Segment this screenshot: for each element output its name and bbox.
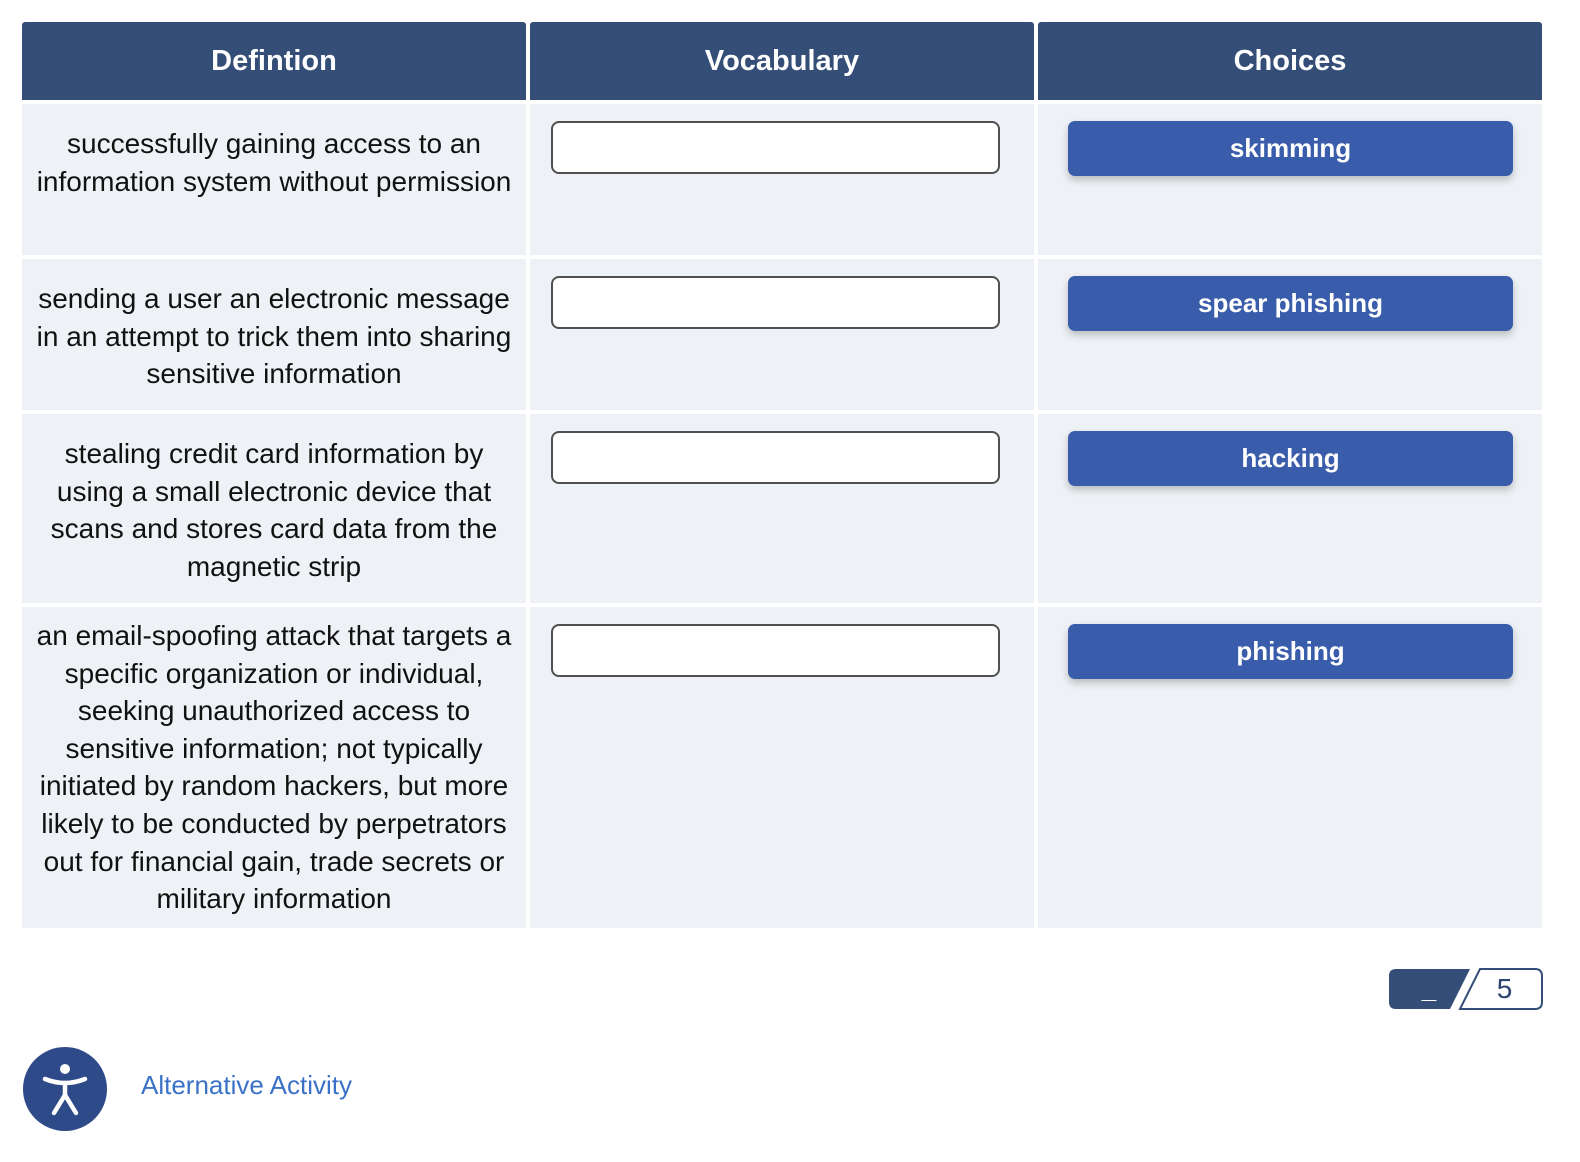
- definition-cell: [22, 414, 526, 603]
- choice-cell: [1038, 104, 1542, 255]
- choice-cell: [1038, 259, 1542, 410]
- vocabulary-cell: [530, 104, 1034, 255]
- definition-text: an email-spoofing attack that targets a specific organization or individual, seeking unauthorized access to sensitive information; not typically initiated by random hackers, but more likely to be conducted by perpetrators out for financial gain, trade secrets or military information: [36, 620, 512, 915]
- vocabulary-drop-field[interactable]: [551, 431, 1000, 484]
- vocabulary-drop-field[interactable]: [551, 276, 1000, 329]
- choice-spear-phishing-button[interactable]: spear phishing: [1068, 276, 1513, 331]
- accessibility-person-icon: [39, 1061, 91, 1117]
- definition-text: successfully gaining access to an information system without permission: [36, 128, 512, 197]
- choice-skimming-button[interactable]: skimming: [1068, 121, 1513, 176]
- definition-cell: [22, 607, 526, 928]
- definition-text: sending a user an electronic message in an attempt to trick them into sharing sensitive information: [36, 283, 512, 390]
- page-counter: [1388, 968, 1543, 1010]
- definition-text: stealing credit card information by using a small electronic device that scans and stores card data from the magnetic strip: [50, 438, 498, 582]
- choice-cell: [1038, 607, 1542, 928]
- vocabulary-drop-field[interactable]: [551, 121, 1000, 174]
- page-total: 5: [1496, 973, 1513, 1004]
- accessibility-button[interactable]: [23, 1047, 107, 1131]
- definition-cell: [22, 104, 526, 255]
- page-current: _: [1421, 973, 1437, 1004]
- vocabulary-cell: [530, 414, 1034, 603]
- definition-cell: [22, 259, 526, 410]
- header-definition: Defintion: [22, 22, 526, 100]
- vocabulary-drop-field[interactable]: [551, 624, 1000, 677]
- vocabulary-cell: [530, 607, 1034, 928]
- choice-hacking-button[interactable]: hacking: [1068, 431, 1513, 486]
- choice-cell: [1038, 414, 1542, 603]
- matching-table: [22, 22, 1542, 928]
- vocabulary-cell: [530, 259, 1034, 410]
- choice-phishing-button[interactable]: phishing: [1068, 624, 1513, 679]
- header-choices: Choices: [1038, 22, 1542, 100]
- header-vocabulary: Vocabulary: [530, 22, 1034, 100]
- alternative-activity-link[interactable]: Alternative Activity: [141, 1070, 352, 1100]
